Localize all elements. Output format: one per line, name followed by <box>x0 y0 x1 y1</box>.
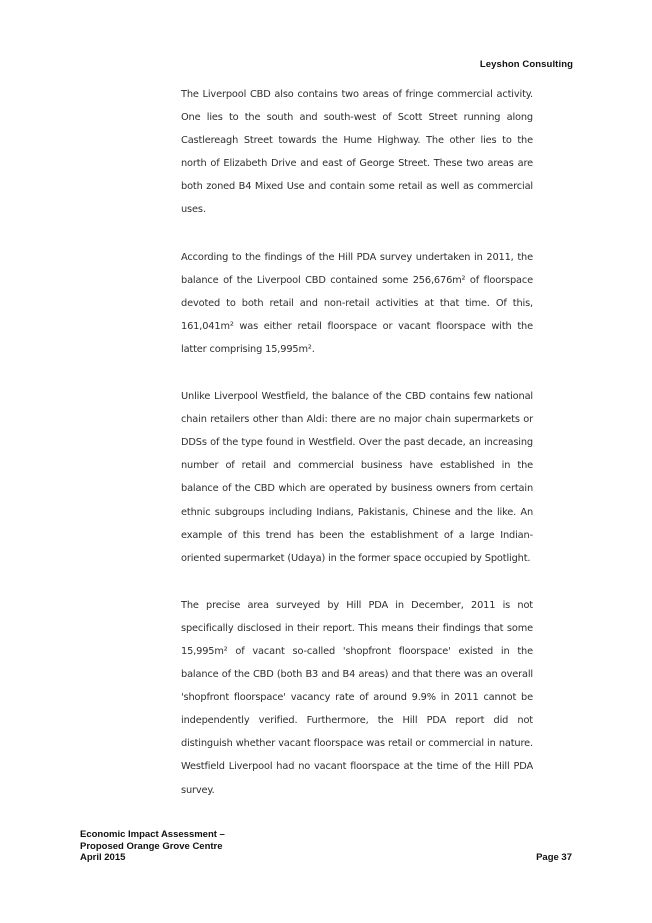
paragraph-hill-pda-findings: According to the findings of the Hill PDA survey undertaken in 2011, the balance of the Liverpool CBD contained some 256,676m² of floorspace devoted to both retail and non-retail activities at that time. Of this, 161,041m² was either retail floorspace or vacant floorspace with the latter comprising 15,995m². <box>181 251 533 355</box>
footer-date: April 2015 <box>80 852 126 863</box>
header-company-name: Leyshon Consulting <box>479 59 573 70</box>
footer-title-line2: Proposed Orange Grove Centre <box>80 840 223 852</box>
paragraph-retailers: Unlike Liverpool Westfield, the balance of the CBD contains few national chain retailers other than Aldi: there are no major chain supermarkets or DDSs of the type found in Westfield. Over the past decade, an increasing number of retail and commercial business have established in the balance of the CBD which are operated by business owners from certain ethnic subgroups including Indians, Pakistanis, Chinese and the like. An example of this trend has been the establishment of a large Indian-oriented supermarket (Udaya) in the former space occupied by Spotlight. <box>181 391 533 564</box>
paragraph-fringe-commercial: The Liverpool CBD also contains two areas of fringe commercial activity. One lies to the south and south-west of Scott Street running along Castlereagh Street towards the Hume Highway. The other lies to the north of Elizabeth Drive and east of George Street. These two areas are both zoned B4 Mixed Use and contain some retail as well as commercial uses. <box>181 89 533 216</box>
body-content <box>181 83 533 826</box>
page-number: Page 37 <box>536 852 572 863</box>
footer-title-line1: Economic Impact Assessment – <box>80 829 225 840</box>
paragraph-survey-area: The precise area surveyed by Hill PDA in December, 2011 is not specifically disclosed in their report. This means their findings that some 15,995m² of vacant so-called 'shopfront floorspace' existed in the balance of the CBD (both B3 and B4 areas) and that there was an overall 'shopfront floorspace' vacancy rate of around 9.9% in 2011 cannot be independently verified. Furthermore, the Hill PDA report did not distinguish whether vacant floorspace was retail or commercial in nature. Westfield Liverpool had no vacant floorspace at the time of the Hill PDA survey. <box>181 599 533 796</box>
footer-document-info <box>80 829 225 864</box>
